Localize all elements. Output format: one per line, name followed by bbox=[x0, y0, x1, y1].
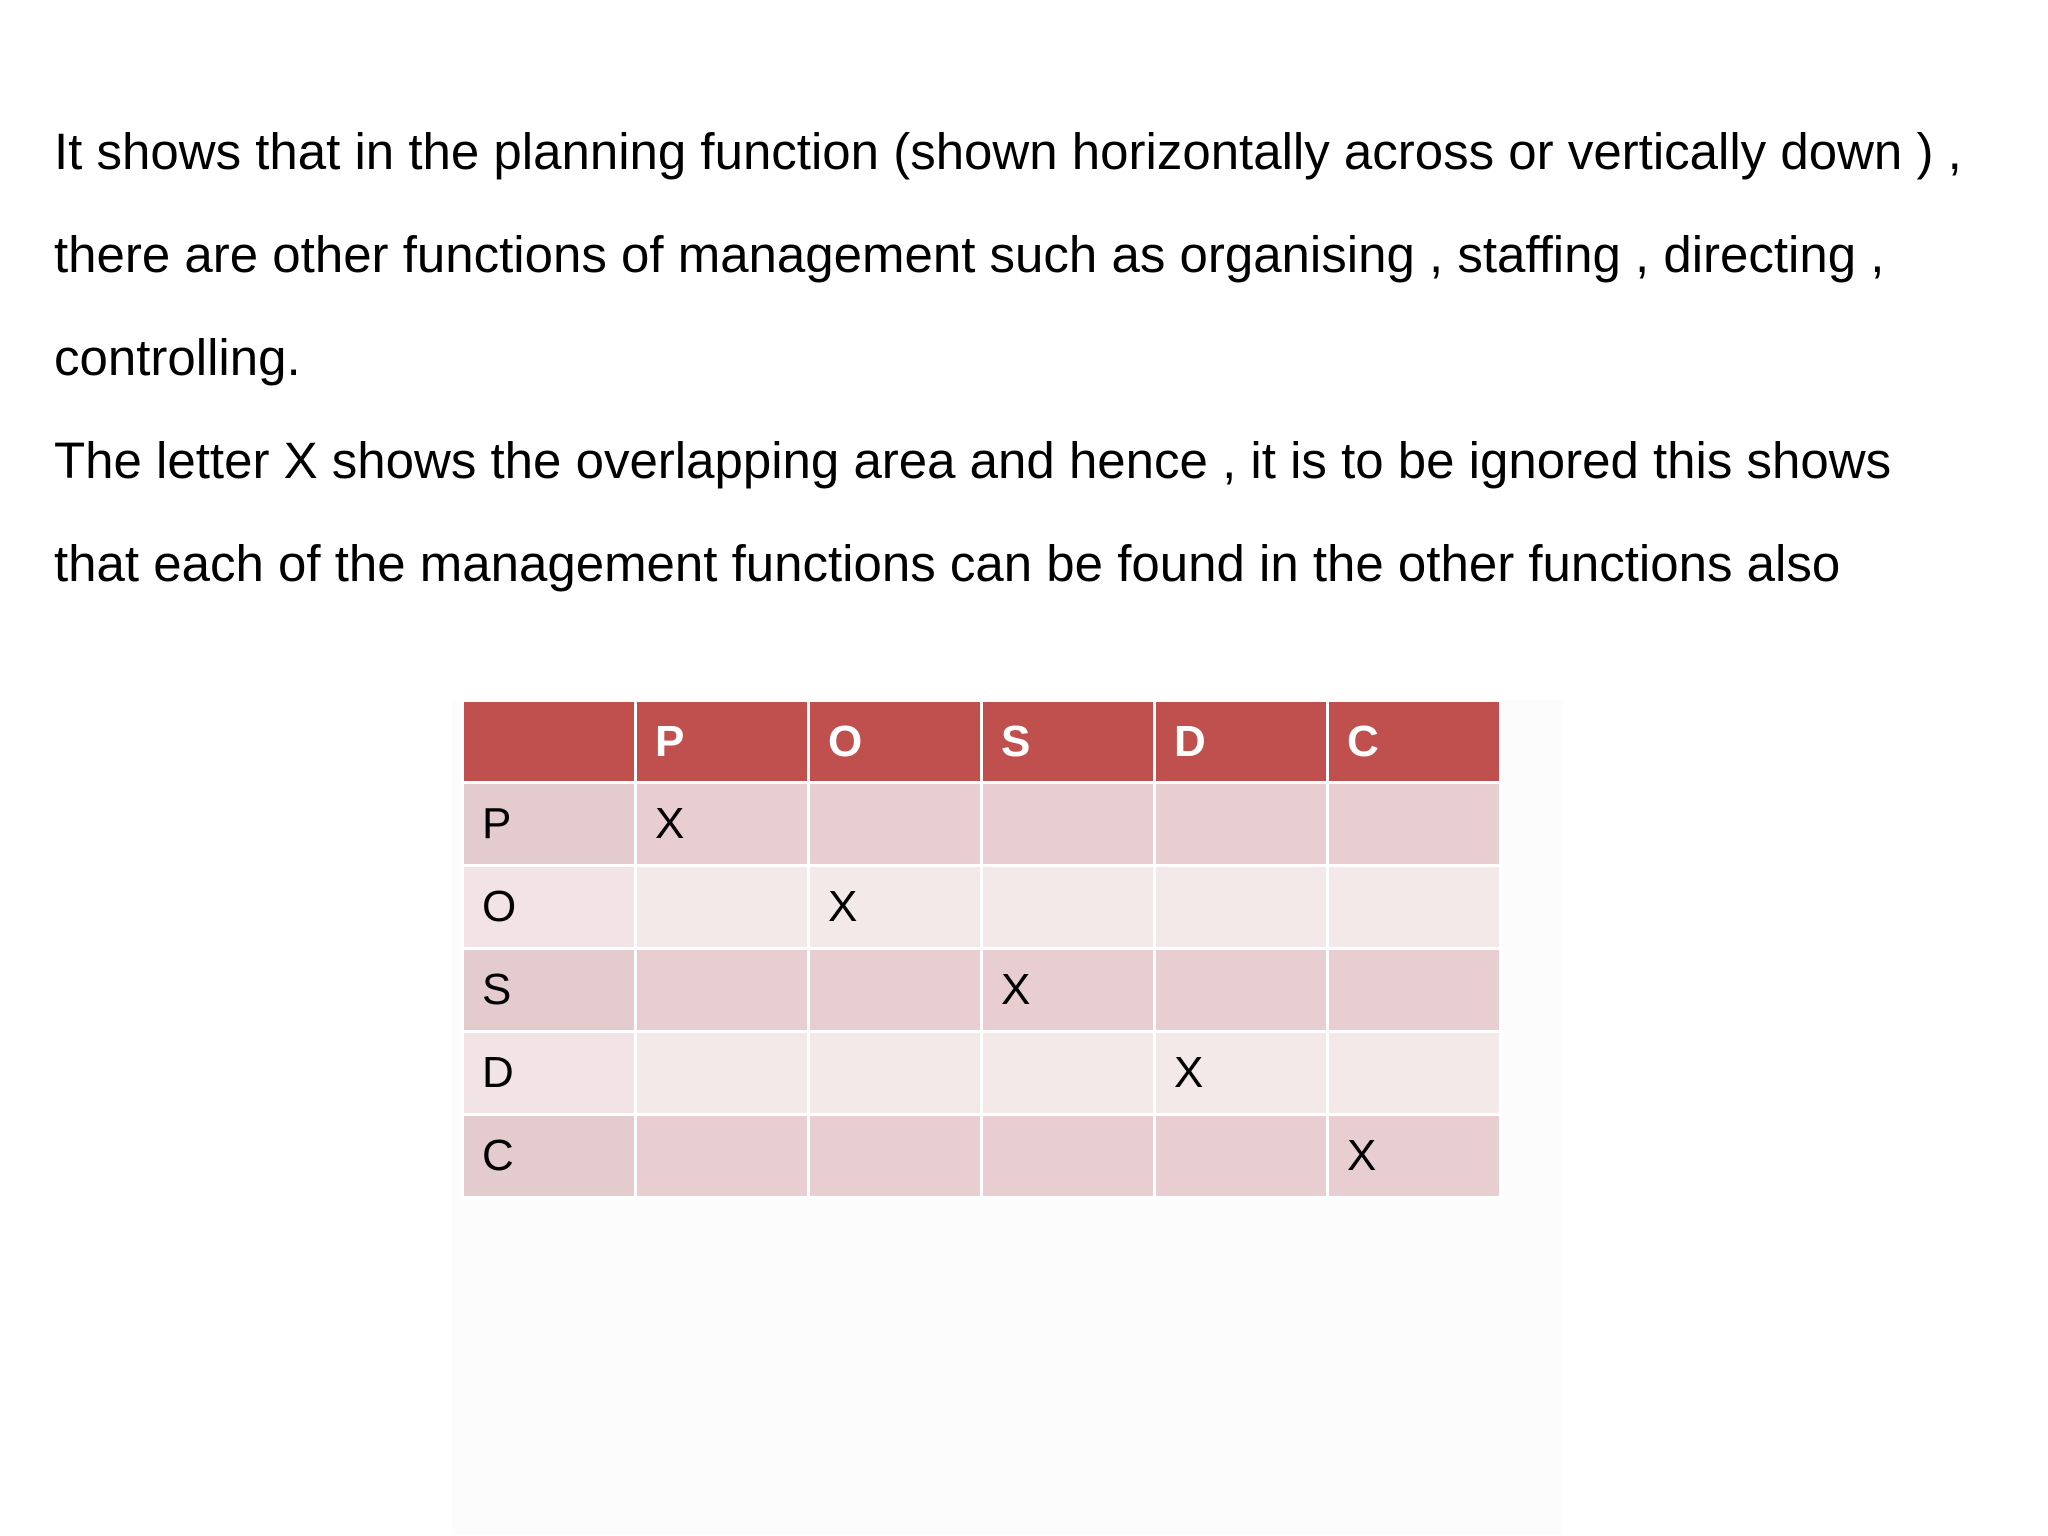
header-corner-cell bbox=[463, 701, 636, 783]
table-cell: X bbox=[982, 949, 1155, 1032]
table-cell: X bbox=[809, 866, 982, 949]
table-row bbox=[463, 1115, 1501, 1198]
table-cell bbox=[636, 1115, 809, 1198]
table-cell bbox=[1328, 783, 1501, 866]
paragraph-line: there are other functions of management such as organising , staffing , directing , bbox=[54, 226, 1885, 283]
table-cell bbox=[982, 1032, 1155, 1115]
table-cell bbox=[809, 1115, 982, 1198]
row-label-cell: D bbox=[463, 1032, 636, 1115]
header-cell: P bbox=[636, 701, 809, 783]
paragraph-line: The letter X shows the overlapping area and hence , it is to be ignored this shows bbox=[54, 432, 1892, 489]
table-cell bbox=[809, 949, 982, 1032]
table-row bbox=[463, 866, 1501, 949]
table-cell: X bbox=[636, 783, 809, 866]
table-cell bbox=[636, 866, 809, 949]
table-header-row bbox=[463, 701, 1501, 783]
paragraph-line: controlling. bbox=[54, 329, 301, 386]
paragraph-line: that each of the management functions can be found in the other functions also bbox=[54, 535, 1841, 592]
header-cell: S bbox=[982, 701, 1155, 783]
table-cell bbox=[1155, 949, 1328, 1032]
row-label-cell: C bbox=[463, 1115, 636, 1198]
row-label-cell: P bbox=[463, 783, 636, 866]
function-overlap-table bbox=[461, 699, 1502, 1199]
slide-paragraph bbox=[54, 100, 2044, 615]
table-cell bbox=[1328, 1032, 1501, 1115]
table-cell bbox=[1155, 1115, 1328, 1198]
table-cell bbox=[809, 783, 982, 866]
table-row bbox=[463, 1032, 1501, 1115]
table-cell bbox=[982, 866, 1155, 949]
table-row bbox=[463, 783, 1501, 866]
header-cell: C bbox=[1328, 701, 1501, 783]
table-cell bbox=[1155, 783, 1328, 866]
table-cell: X bbox=[1328, 1115, 1501, 1198]
row-label-cell: O bbox=[463, 866, 636, 949]
header-cell: O bbox=[809, 701, 982, 783]
row-label-cell: S bbox=[463, 949, 636, 1032]
table-cell bbox=[636, 1032, 809, 1115]
table-cell: X bbox=[1155, 1032, 1328, 1115]
table-cell bbox=[982, 1115, 1155, 1198]
table-cell bbox=[1328, 949, 1501, 1032]
header-cell: D bbox=[1155, 701, 1328, 783]
table-cell bbox=[1328, 866, 1501, 949]
table-cell bbox=[809, 1032, 982, 1115]
table-cell bbox=[982, 783, 1155, 866]
table-row bbox=[463, 949, 1501, 1032]
table-cell bbox=[1155, 866, 1328, 949]
paragraph-line: It shows that in the planning function (shown horizontally across or vertically down ) , bbox=[54, 123, 1962, 180]
table-cell bbox=[636, 949, 809, 1032]
